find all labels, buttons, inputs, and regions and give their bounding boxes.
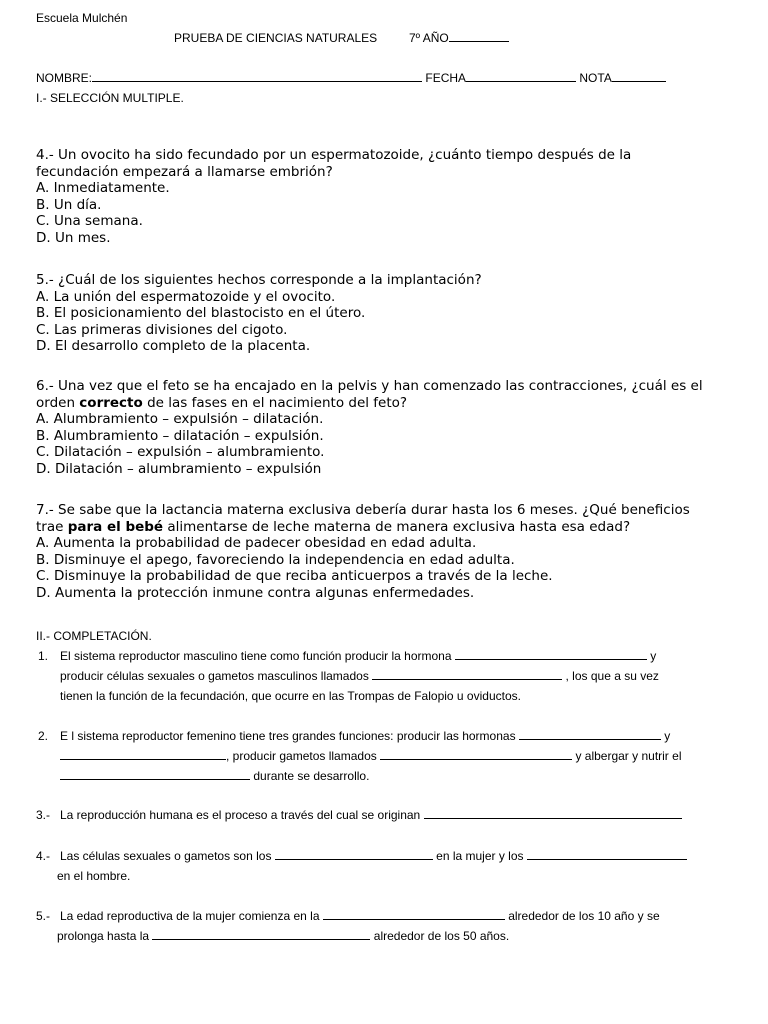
question-6-option-a[interactable]: A. Alumbramiento – expulsión – dilatación. [36,411,324,428]
question-7-line2 [36,519,736,536]
completion-3-number: 3.- [36,808,51,822]
question-6-option-d[interactable]: D. Dilatación – alumbramiento – expulsión [36,460,322,477]
completion-1-line2 [60,666,659,686]
question-6-line2 [36,395,736,412]
name-label: NOMBRE: [36,71,93,85]
completion-5-text-c: prolonga hasta la [57,929,150,943]
question-5-option-a[interactable]: A. La unión del espermatozoide y el ovocito. [36,288,336,305]
completion-5-blank-2[interactable] [152,927,370,940]
question-4-line2: fecundación empezará a llamarse embrión? [36,163,333,180]
question-4-option-a[interactable]: A. Inmediatamente. [36,180,170,197]
completion-1-number: 1. [38,649,49,663]
completion-5-number: 5.- [36,909,51,923]
question-5-option-d[interactable]: D. El desarrollo completo de la placenta. [36,338,311,355]
completion-5-blank-1[interactable] [323,907,505,920]
completion-3-line1 [60,805,682,825]
completion-1-text-d: , los que a su vez [565,669,659,683]
completion-4-line1 [60,846,687,866]
question-4-option-d[interactable]: D. Un mes. [36,229,111,246]
question-7-emphasis: para el bebé [67,518,164,535]
question-6-line2-pre: orden [36,394,80,411]
student-info-line [36,68,666,88]
completion-5-text-b: alrededor de los 10 año y se [508,909,660,923]
question-6-line1: 6.- Una vez que el feto se ha encajado en la pelvis y han comenzado las contracciones, ¿cuál es el [36,378,703,394]
completion-2-blank-3[interactable] [380,747,572,760]
score-label: NOTA [579,71,612,85]
completion-2-line2 [60,746,681,766]
grade-level-blank[interactable] [449,29,509,42]
completion-4-text-a: Las células sexuales o gametos son los [60,849,272,863]
date-label: FECHA [425,71,467,85]
question-7-option-d[interactable]: D. Aumenta la protección inmune contra algunas enfermedades. [36,584,475,601]
completion-2-line1 [60,726,670,746]
section2-title: II.- COMPLETACIÓN. [36,629,152,643]
question-5 [36,272,736,355]
question-6-option-b[interactable]: B. Alumbramiento – dilatación – expulsión. [36,427,324,444]
completion-1-blank-2[interactable] [372,667,562,680]
completion-2-text-d: y albergar y nutrir el [575,749,682,763]
completion-2-number: 2. [38,729,49,743]
date-blank[interactable] [466,69,576,82]
question-4-option-c[interactable]: C. Una semana. [36,213,143,230]
grade-level-text: 7º AÑO [409,31,449,45]
name-blank[interactable] [92,69,422,82]
question-7 [36,502,736,602]
section1-title: I.- SELECCIÓN MULTIPLE. [36,91,184,105]
exam-title: PRUEBA DE CIENCIAS NATURALES [174,31,378,45]
question-4-line1: 4.- Un ovocito ha sido fecundado por un espermatozoide, ¿cuánto tiempo después de la [36,147,632,163]
question-5-option-b[interactable]: B. El posicionamiento del blastocisto en el útero. [36,305,366,322]
school-name: Escuela Mulchén [36,11,128,25]
question-7-option-b[interactable]: B. Disminuye el apego, favoreciendo la independencia en edad adulta. [36,551,515,568]
completion-5-line1 [60,906,660,926]
completion-3-blank-1[interactable] [424,806,682,819]
completion-2-line3 [60,766,369,786]
completion-1-text-b: y [650,649,657,663]
completion-1-text-a: El sistema reproductor masculino tiene como función producir la hormona [60,649,452,663]
completion-5-text-d: alrededor de los 50 años. [373,929,510,943]
question-7-line2-post: alimentarse de leche materna de manera exclusiva hasta esa edad? [163,518,631,535]
question-4 [36,147,736,247]
score-blank[interactable] [612,69,666,82]
completion-2-text-b: y [664,729,671,743]
completion-4-text-b: en la mujer y los [436,849,524,863]
question-7-option-c[interactable]: C. Disminuye la probabilidad de que reciba anticuerpos a través de la leche. [36,568,553,585]
completion-2-blank-1[interactable] [519,727,661,740]
completion-5-line2 [57,926,509,946]
grade-level [409,28,509,48]
question-5-line1: 5.- ¿Cuál de los siguientes hechos corresponde a la implantación? [36,272,482,288]
question-7-option-a[interactable]: A. Aumenta la probabilidad de padecer obesidad en edad adulta. [36,535,477,552]
completion-1-blank-1[interactable] [455,647,647,660]
question-7-line2-pre: trae [36,518,68,535]
completion-4-number: 4.- [36,849,51,863]
completion-2-blank-2[interactable] [60,747,226,760]
completion-2-blank-4[interactable] [60,767,250,780]
question-6-line2-post: de las fases en el nacimiento del feto? [142,394,408,411]
completion-2-text-c: , producir gametos llamados [226,749,377,763]
completion-4-blank-2[interactable] [527,847,687,860]
question-6-option-c[interactable]: C. Dilatación – expulsión – alumbramiento. [36,444,325,461]
question-6 [36,378,736,478]
completion-1-line1 [60,646,656,666]
question-4-option-b[interactable]: B. Un día. [36,196,102,213]
question-7-line1: 7.- Se sabe que la lactancia materna exclusiva debería durar hasta los 6 meses. ¿Qué beneficios [36,502,690,518]
question-5-option-c[interactable]: C. Las primeras divisiones del cigoto. [36,321,288,338]
completion-3-text-a: La reproducción humana es el proceso a través del cual se originan [60,808,421,822]
completion-4-line2: en el hombre. [57,869,131,883]
completion-1-text-c: producir células sexuales o gametos masculinos llamados [60,669,369,683]
completion-1-line3: tienen la función de la fecundación, que ocurre en las Trompas de Falopio u oviductos. [60,689,521,703]
completion-5-text-a: La edad reproductiva de la mujer comienza en la [60,909,320,923]
question-6-emphasis: correcto [79,394,143,411]
completion-4-blank-1[interactable] [275,847,433,860]
completion-2-text-e: durante se desarrollo. [253,769,370,783]
completion-2-text-a: E l sistema reproductor femenino tiene tres grandes funciones: producir las hormonas [60,729,516,743]
